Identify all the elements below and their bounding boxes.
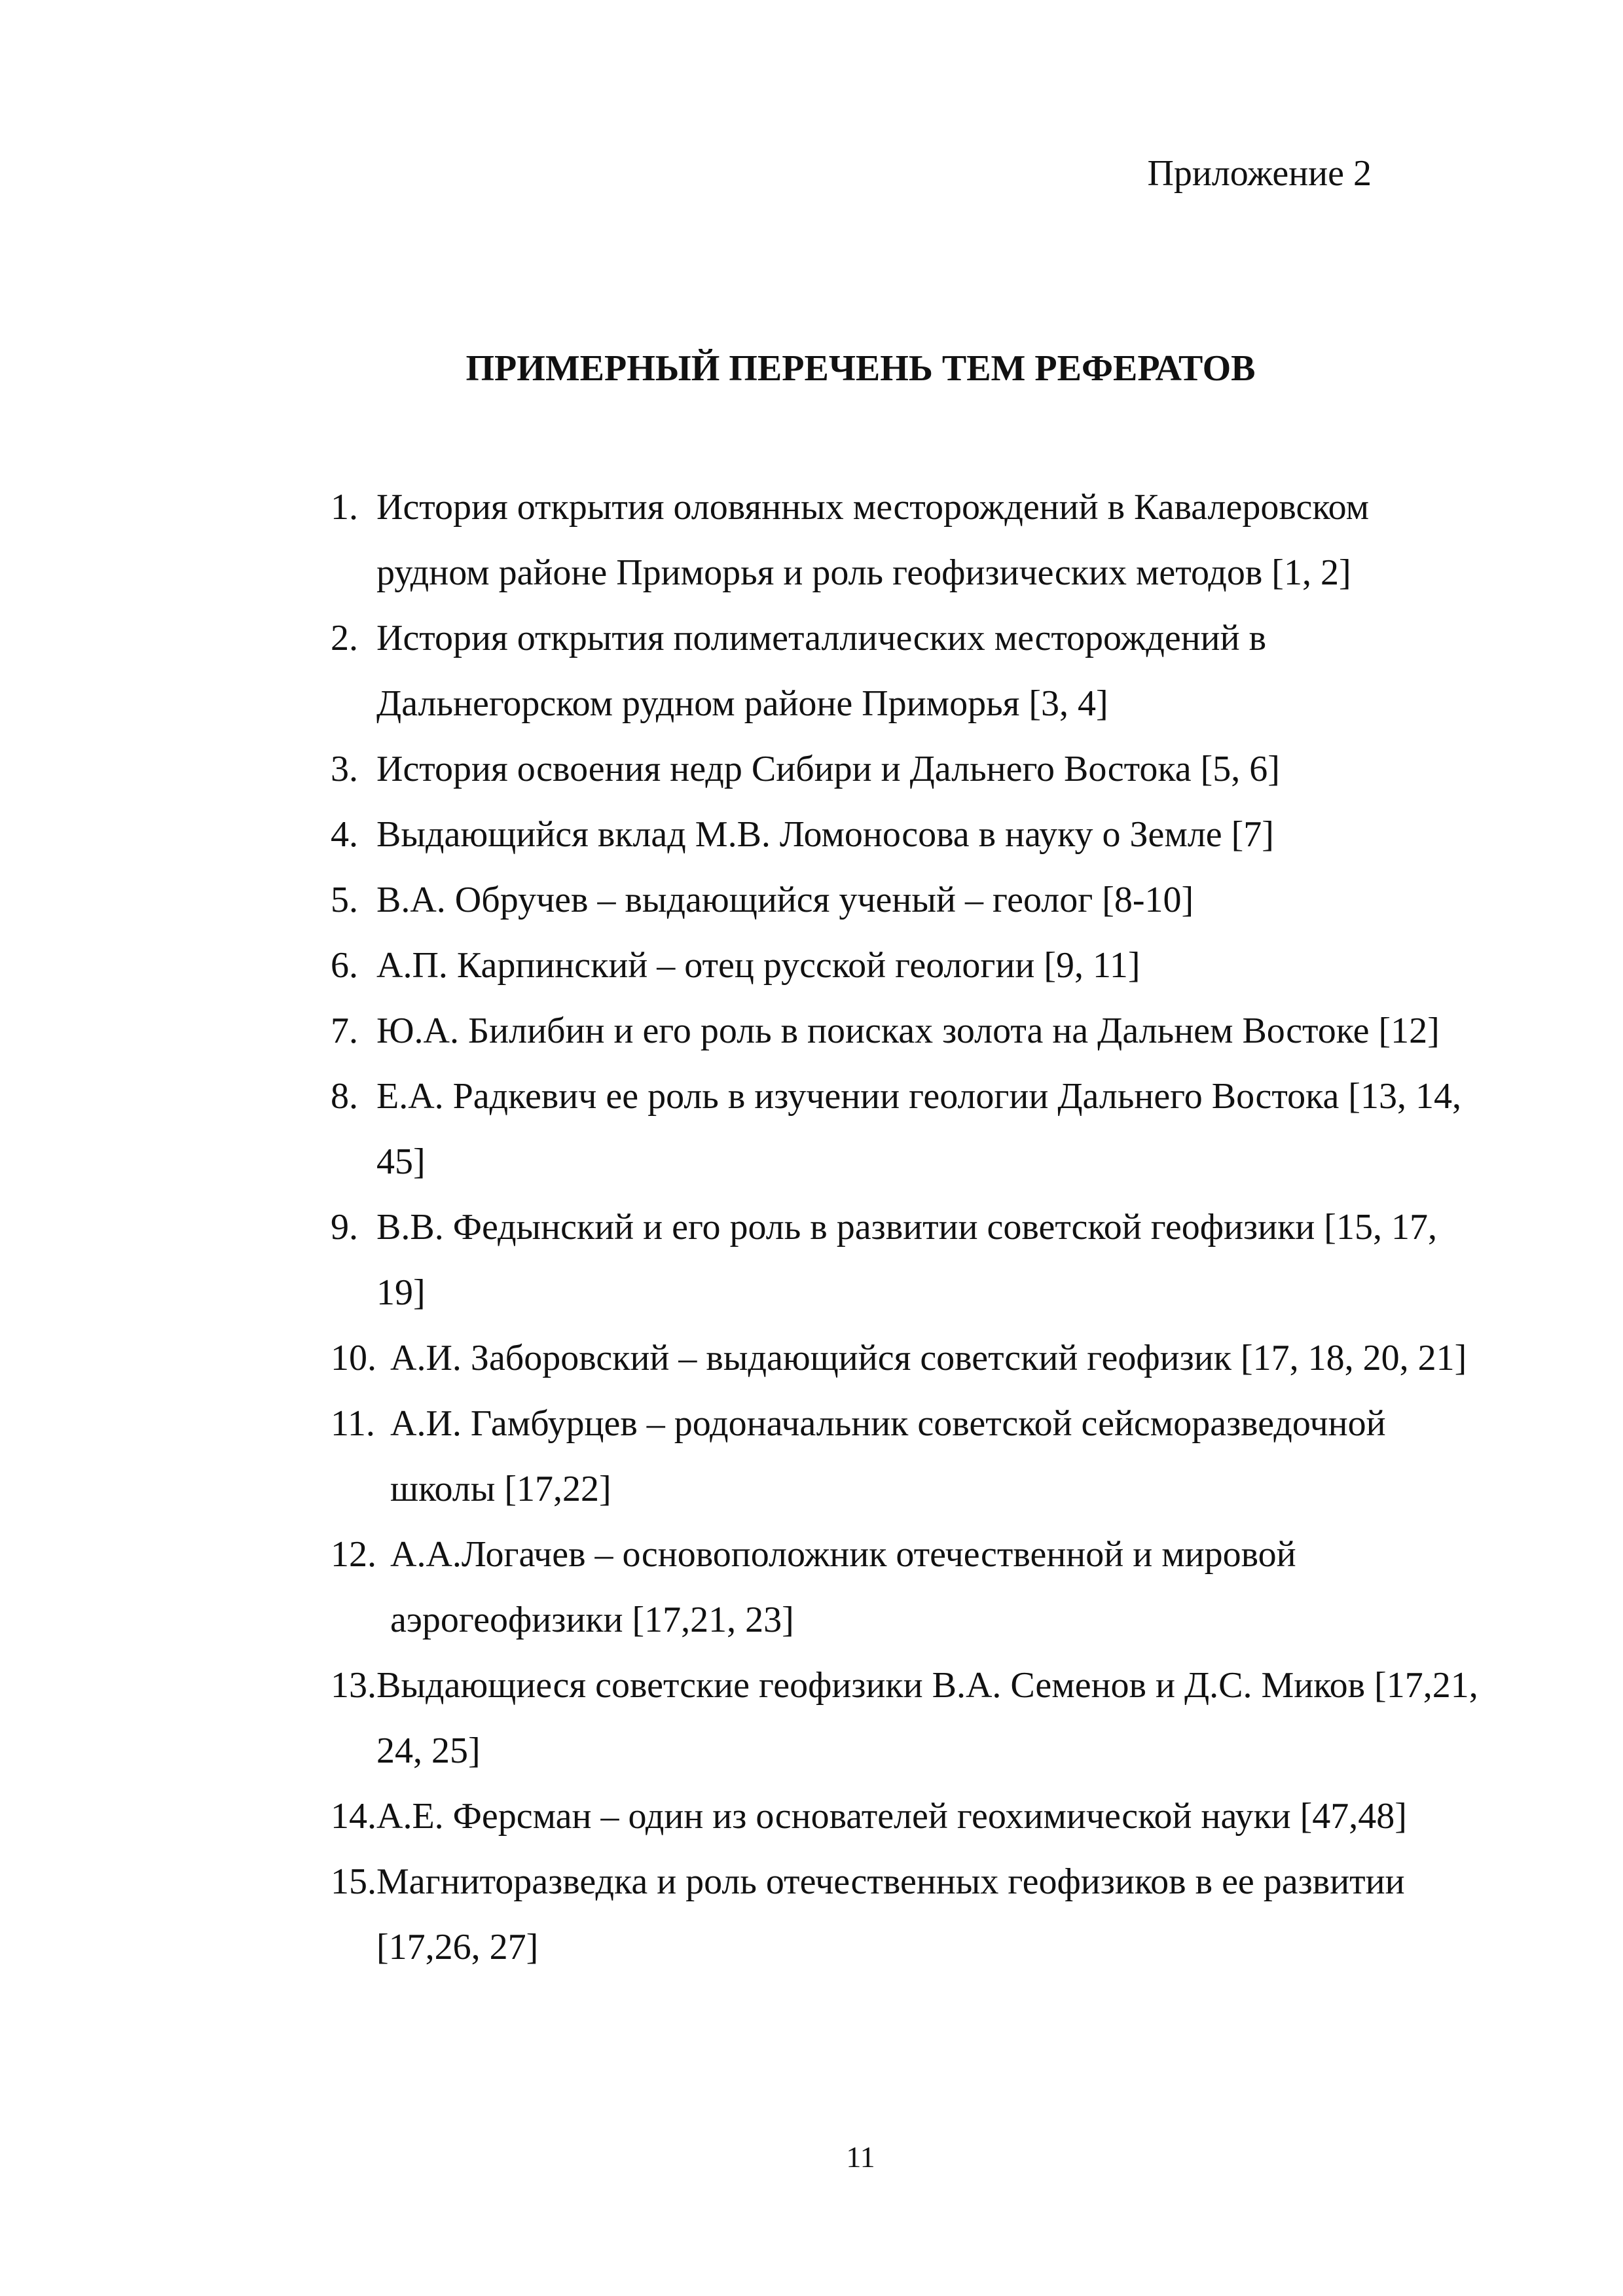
- item-text: История освоения недр Сибири и Дальнего Востока [5, 6]: [376, 749, 1280, 789]
- item-number: 2.: [331, 618, 358, 658]
- item-text: Магниторазведка и роль отечественных геофизиков в ее развитии [17,26, 27]: [376, 1861, 1405, 1967]
- item-text: В.В. Федынский и его роль в развитии советской геофизики [15, 17, 19]: [376, 1207, 1437, 1313]
- item-number: 13.: [331, 1665, 376, 1706]
- item-text: А.И. Гамбурцев – родоначальник советской сейсморазведочной школы [17,22]: [390, 1403, 1386, 1509]
- item-text: История открытия оловянных месторождений в Кавалеровском рудном районе Приморья и роль геофизических методов [1, 2]: [376, 487, 1370, 593]
- item-number: 8.: [331, 1076, 358, 1117]
- list-item: [331, 475, 1496, 605]
- item-number: 11.: [331, 1403, 375, 1444]
- list-item: [331, 736, 1496, 802]
- list-item: [331, 1064, 1496, 1194]
- list-item: [331, 1522, 1496, 1653]
- item-text: В.А. Обручев – выдающийся ученый – геолог [8-10]: [376, 880, 1194, 920]
- item-number: 14.: [331, 1796, 376, 1837]
- item-number: 4.: [331, 814, 358, 855]
- list-item: [331, 1391, 1496, 1522]
- item-number: 7.: [331, 1011, 358, 1051]
- appendix-label: Приложение 2: [1147, 153, 1372, 194]
- list-item: [331, 1194, 1496, 1325]
- item-number: 9.: [331, 1207, 358, 1247]
- item-text: А.Е. Ферсман – один из основателей геохимической науки [47,48]: [376, 1796, 1407, 1837]
- list-item: [331, 802, 1496, 867]
- item-text: А.И. Заборовский – выдающийся советский геофизик [17, 18, 20, 21]: [390, 1338, 1467, 1378]
- page-number: 11: [846, 2140, 875, 2174]
- list-item: [331, 605, 1496, 736]
- document-title: ПРИМЕРНЫЙ ПЕРЕЧЕНЬ ТЕМ РЕФЕРАТОВ: [465, 348, 1256, 389]
- list-item: [331, 1784, 1496, 1849]
- item-text: Е.А. Радкевич ее роль в изучении геологии Дальнего Востока [13, 14, 45]: [376, 1076, 1461, 1182]
- list-item: [331, 1849, 1496, 1980]
- item-number: 5.: [331, 880, 358, 920]
- list-item: [331, 867, 1496, 933]
- item-number: 12.: [331, 1534, 376, 1575]
- topics-list: [331, 475, 1496, 1980]
- item-number: 15.: [331, 1861, 376, 1902]
- list-item: [331, 998, 1496, 1064]
- list-item: [331, 1653, 1496, 1784]
- item-number: 1.: [331, 487, 358, 528]
- item-number: 6.: [331, 945, 358, 986]
- item-text: История открытия полиметаллических месторождений в Дальнегорском рудном районе Приморья [3, 4]: [376, 618, 1267, 724]
- item-text: Ю.А. Билибин и его роль в поисках золота на Дальнем Востоке [12]: [376, 1011, 1440, 1051]
- item-text: А.А.Логачев – основоположник отечественной и мировой аэрогеофизики [17,21, 23]: [390, 1534, 1296, 1640]
- item-text: А.П. Карпинский – отец русской геологии [9, 11]: [376, 945, 1140, 986]
- item-text: Выдающиеся советские геофизики В.А. Семенов и Д.С. Миков [17,21, 24, 25]: [376, 1665, 1478, 1771]
- item-number: 10.: [331, 1338, 376, 1378]
- item-number: 3.: [331, 749, 358, 789]
- item-text: Выдающийся вклад М.В. Ломоносова в науку о Земле [7]: [376, 814, 1274, 855]
- list-item: [331, 1325, 1496, 1391]
- list-item: [331, 933, 1496, 998]
